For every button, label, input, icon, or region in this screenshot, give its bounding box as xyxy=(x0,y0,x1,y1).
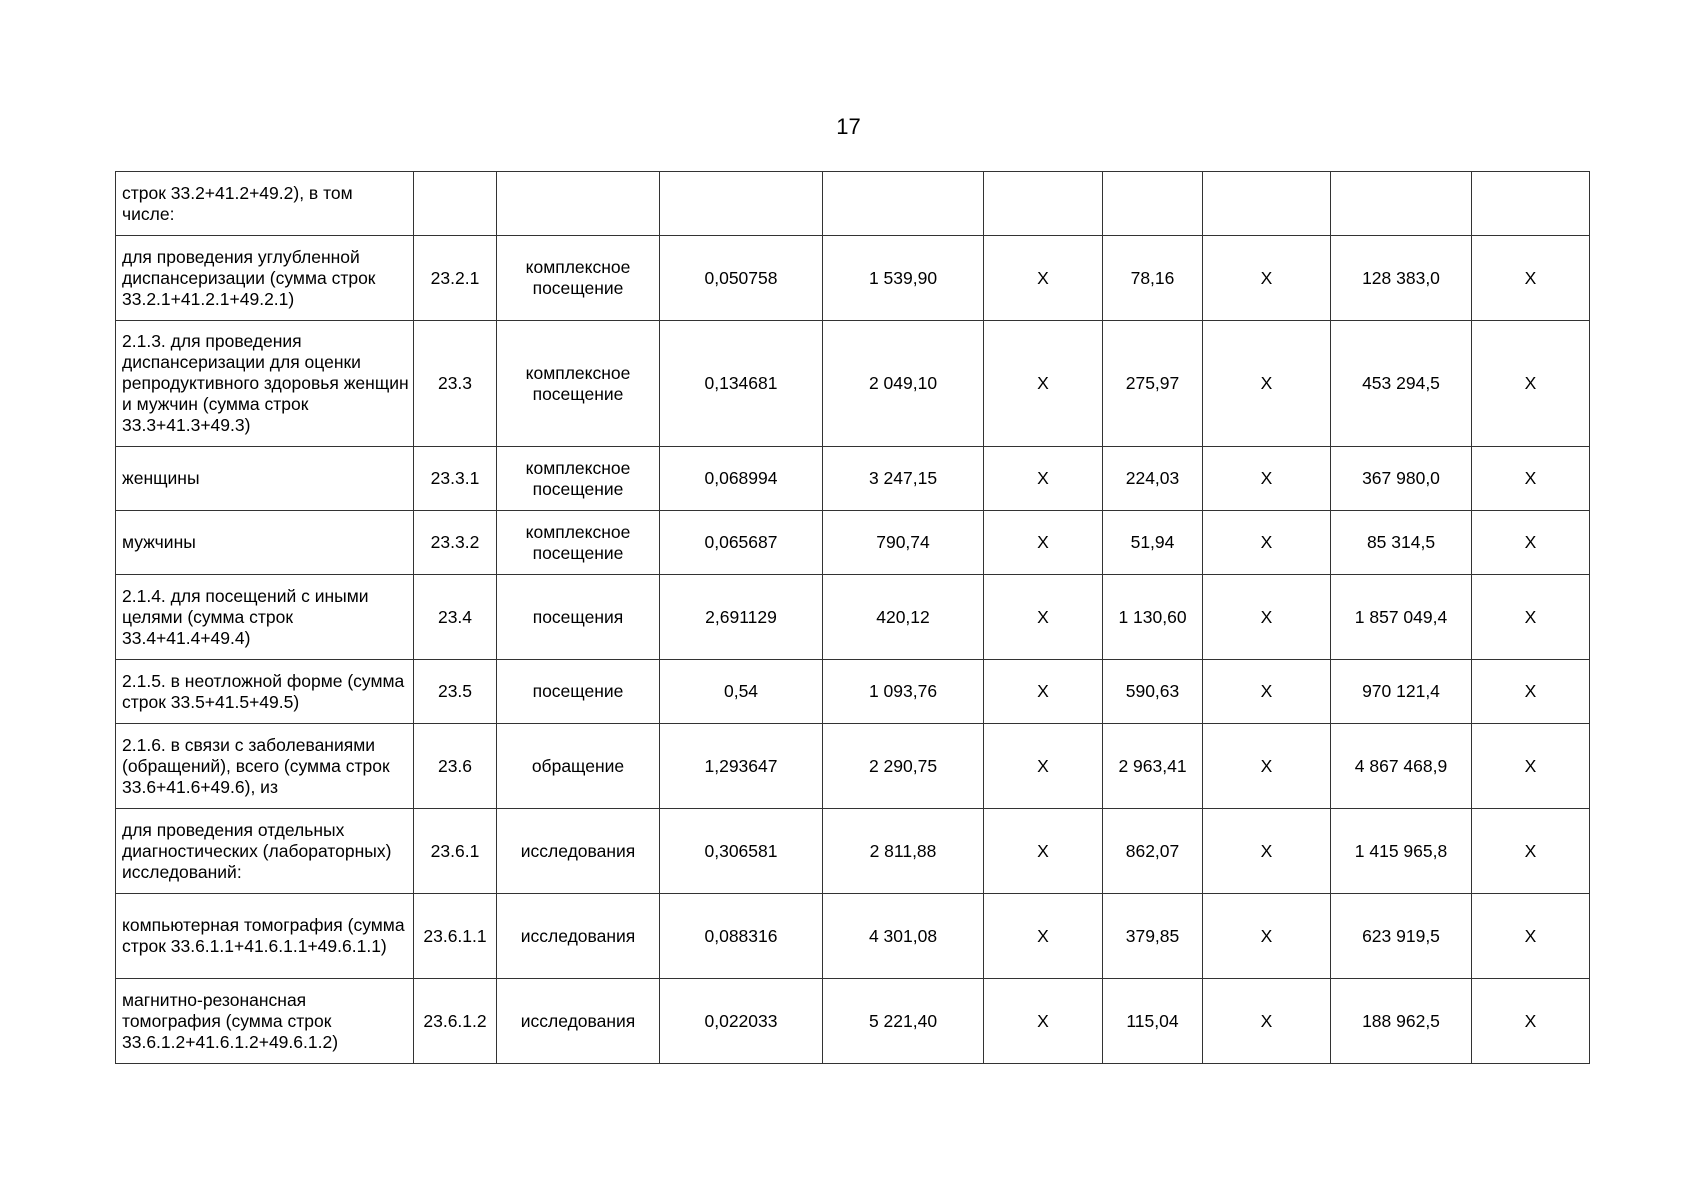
col10-cell xyxy=(1472,172,1590,236)
data-table xyxy=(115,171,1590,1064)
line-number-cell: 23.3.2 xyxy=(414,511,497,575)
col6-cell xyxy=(984,172,1103,236)
col9-cell: 1 857 049,4 xyxy=(1331,575,1472,660)
table-row xyxy=(116,321,1590,447)
unit-cell: посещение xyxy=(497,660,660,724)
col7-cell: 379,85 xyxy=(1103,894,1203,979)
col8-cell: X xyxy=(1203,447,1331,511)
row-name-cell: 2.1.6. в связи с заболеваниями (обращений), всего (сумма строк 33.6+41.6+49.6), из xyxy=(116,724,414,809)
volume-cell: 0,068994 xyxy=(660,447,823,511)
cost-cell: 5 221,40 xyxy=(823,979,984,1064)
cost-cell: 2 290,75 xyxy=(823,724,984,809)
row-name-cell: мужчины xyxy=(116,511,414,575)
col7-cell: 51,94 xyxy=(1103,511,1203,575)
col10-cell: X xyxy=(1472,809,1590,894)
unit-cell: комплексное посещение xyxy=(497,321,660,447)
line-number-cell: 23.2.1 xyxy=(414,236,497,321)
col7-cell: 224,03 xyxy=(1103,447,1203,511)
col9-cell: 4 867 468,9 xyxy=(1331,724,1472,809)
col7-cell: 1 130,60 xyxy=(1103,575,1203,660)
table-row xyxy=(116,894,1590,979)
line-number-cell: 23.6.1.2 xyxy=(414,979,497,1064)
col6-cell: X xyxy=(984,236,1103,321)
line-number-cell: 23.5 xyxy=(414,660,497,724)
col8-cell: X xyxy=(1203,724,1331,809)
col9-cell: 128 383,0 xyxy=(1331,236,1472,321)
line-number-cell: 23.3.1 xyxy=(414,447,497,511)
col6-cell: X xyxy=(984,894,1103,979)
cost-cell: 1 539,90 xyxy=(823,236,984,321)
col6-cell: X xyxy=(984,979,1103,1064)
cost-cell: 1 093,76 xyxy=(823,660,984,724)
row-name-cell: 2.1.3. для проведения диспансеризации для оценки репродуктивного здоровья женщин и мужчин (сумма строк 33.3+41.3+49.3) xyxy=(116,321,414,447)
col8-cell: X xyxy=(1203,321,1331,447)
cost-cell: 2 049,10 xyxy=(823,321,984,447)
col10-cell: X xyxy=(1472,321,1590,447)
col8-cell: X xyxy=(1203,660,1331,724)
row-name-cell: женщины xyxy=(116,447,414,511)
unit-cell: комплексное посещение xyxy=(497,236,660,321)
col9-cell: 453 294,5 xyxy=(1331,321,1472,447)
row-name-cell: строк 33.2+41.2+49.2), в том числе: xyxy=(116,172,414,236)
unit-cell: посещения xyxy=(497,575,660,660)
col8-cell: X xyxy=(1203,236,1331,321)
table-row xyxy=(116,724,1590,809)
cost-cell: 420,12 xyxy=(823,575,984,660)
col10-cell: X xyxy=(1472,660,1590,724)
volume-cell: 1,293647 xyxy=(660,724,823,809)
col8-cell: X xyxy=(1203,979,1331,1064)
col6-cell: X xyxy=(984,809,1103,894)
line-number-cell: 23.6 xyxy=(414,724,497,809)
volume-cell: 0,050758 xyxy=(660,236,823,321)
col9-cell: 188 962,5 xyxy=(1331,979,1472,1064)
volume-cell: 2,691129 xyxy=(660,575,823,660)
row-name-cell: магнитно-резонансная томография (сумма строк 33.6.1.2+41.6.1.2+49.6.1.2) xyxy=(116,979,414,1064)
cost-cell: 4 301,08 xyxy=(823,894,984,979)
line-number-cell: 23.4 xyxy=(414,575,497,660)
col7-cell: 275,97 xyxy=(1103,321,1203,447)
col9-cell xyxy=(1331,172,1472,236)
line-number-cell xyxy=(414,172,497,236)
col9-cell: 623 919,5 xyxy=(1331,894,1472,979)
table-row xyxy=(116,511,1590,575)
row-name-cell: компьютерная томография (сумма строк 33.6.1.1+41.6.1.1+49.6.1.1) xyxy=(116,894,414,979)
unit-cell: исследования xyxy=(497,809,660,894)
col8-cell: X xyxy=(1203,809,1331,894)
table-body xyxy=(116,172,1590,1064)
col10-cell: X xyxy=(1472,511,1590,575)
cost-cell xyxy=(823,172,984,236)
col8-cell: X xyxy=(1203,575,1331,660)
table-row xyxy=(116,979,1590,1064)
row-name-cell: для проведения углубленной диспансеризации (сумма строк 33.2.1+41.2.1+49.2.1) xyxy=(116,236,414,321)
cost-cell: 2 811,88 xyxy=(823,809,984,894)
cost-cell: 790,74 xyxy=(823,511,984,575)
col10-cell: X xyxy=(1472,236,1590,321)
line-number-cell: 23.6.1.1 xyxy=(414,894,497,979)
col7-cell: 2 963,41 xyxy=(1103,724,1203,809)
volume-cell xyxy=(660,172,823,236)
unit-cell: комплексное посещение xyxy=(497,511,660,575)
col7-cell xyxy=(1103,172,1203,236)
table-row xyxy=(116,236,1590,321)
line-number-cell: 23.6.1 xyxy=(414,809,497,894)
col6-cell: X xyxy=(984,511,1103,575)
unit-cell xyxy=(497,172,660,236)
col10-cell: X xyxy=(1472,575,1590,660)
unit-cell: обращение xyxy=(497,724,660,809)
unit-cell: исследования xyxy=(497,894,660,979)
volume-cell: 0,306581 xyxy=(660,809,823,894)
volume-cell: 0,54 xyxy=(660,660,823,724)
volume-cell: 0,065687 xyxy=(660,511,823,575)
col10-cell: X xyxy=(1472,447,1590,511)
col9-cell: 85 314,5 xyxy=(1331,511,1472,575)
col8-cell: X xyxy=(1203,511,1331,575)
col6-cell: X xyxy=(984,660,1103,724)
row-name-cell: 2.1.4. для посещений с иными целями (сумма строк 33.4+41.4+49.4) xyxy=(116,575,414,660)
col8-cell xyxy=(1203,172,1331,236)
volume-cell: 0,022033 xyxy=(660,979,823,1064)
table-row xyxy=(116,660,1590,724)
col7-cell: 78,16 xyxy=(1103,236,1203,321)
table-row xyxy=(116,809,1590,894)
col10-cell: X xyxy=(1472,979,1590,1064)
table-row xyxy=(116,575,1590,660)
col9-cell: 1 415 965,8 xyxy=(1331,809,1472,894)
table-row xyxy=(116,172,1590,236)
volume-cell: 0,134681 xyxy=(660,321,823,447)
unit-cell: комплексное посещение xyxy=(497,447,660,511)
col6-cell: X xyxy=(984,321,1103,447)
line-number-cell: 23.3 xyxy=(414,321,497,447)
col10-cell: X xyxy=(1472,724,1590,809)
col6-cell: X xyxy=(984,575,1103,660)
cost-cell: 3 247,15 xyxy=(823,447,984,511)
col8-cell: X xyxy=(1203,894,1331,979)
col7-cell: 590,63 xyxy=(1103,660,1203,724)
col10-cell: X xyxy=(1472,894,1590,979)
table-row xyxy=(116,447,1590,511)
unit-cell: исследования xyxy=(497,979,660,1064)
col6-cell: X xyxy=(984,447,1103,511)
col7-cell: 862,07 xyxy=(1103,809,1203,894)
volume-cell: 0,088316 xyxy=(660,894,823,979)
col6-cell: X xyxy=(984,724,1103,809)
col9-cell: 970 121,4 xyxy=(1331,660,1472,724)
page-number: 17 xyxy=(836,114,861,139)
col9-cell: 367 980,0 xyxy=(1331,447,1472,511)
col7-cell: 115,04 xyxy=(1103,979,1203,1064)
row-name-cell: для проведения отдельных диагностических (лабораторных) исследований: xyxy=(116,809,414,894)
row-name-cell: 2.1.5. в неотложной форме (сумма строк 33.5+41.5+49.5) xyxy=(116,660,414,724)
